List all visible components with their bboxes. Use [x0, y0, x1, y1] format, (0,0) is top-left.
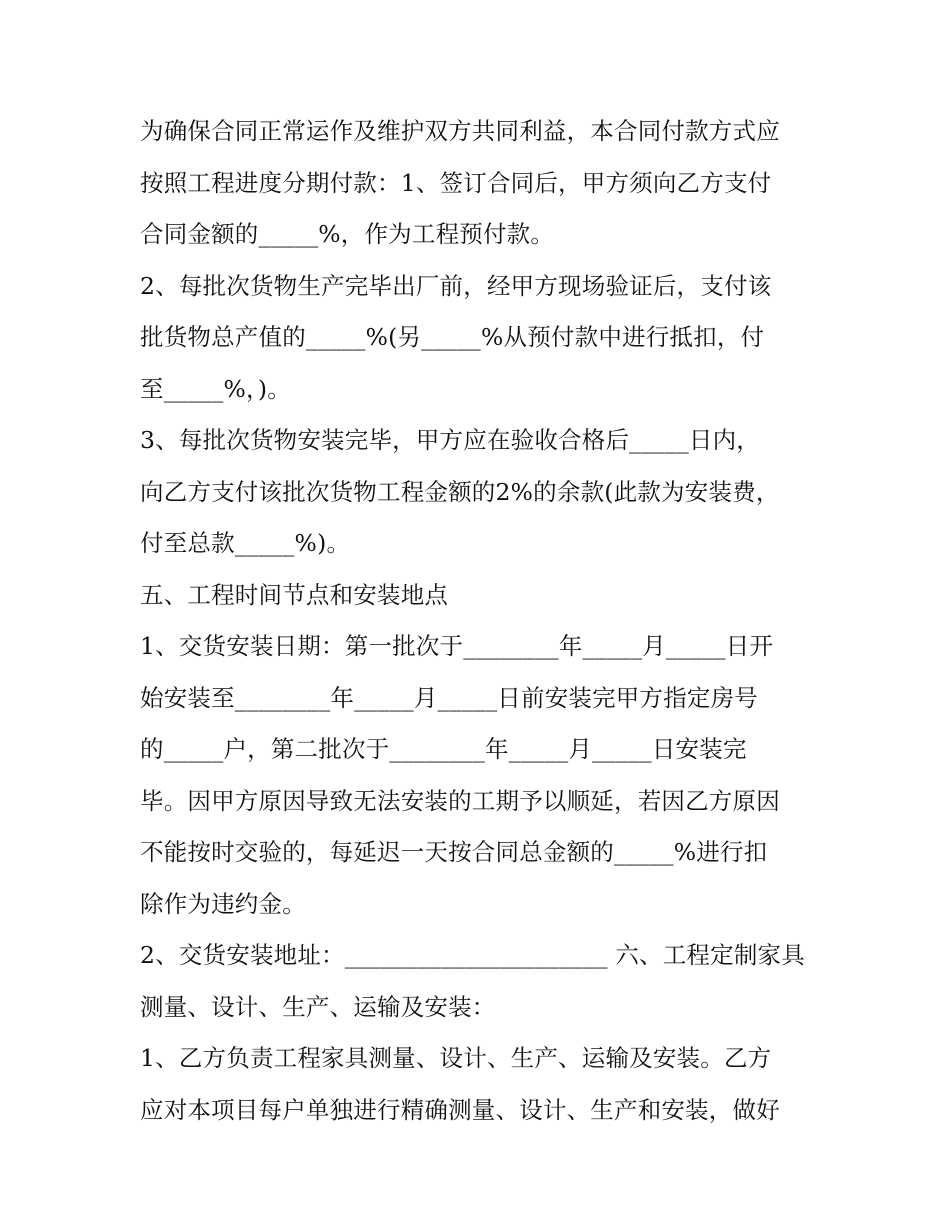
contract-text-block	[140, 106, 820, 1136]
text-line: 向乙方支付该批次货物工程金额的2%的余款(此款为安装费，	[140, 477, 780, 506]
section-heading: 五、工程时间节点和安装地点	[140, 580, 449, 609]
text-line: 至_____%，)。	[140, 374, 291, 403]
text-line: 毕。因甲方原因导致无法安装的工期予以顺延，若因乙方原因	[140, 786, 780, 815]
text-line: 的_____户，第二批次于________年_____月_____日安装完	[140, 735, 747, 763]
text-line: 合同金额的_____%，作为工程预付款。	[140, 220, 555, 248]
text-line: 1、乙方负责工程家具测量、设计、生产、运输及安装。乙方	[140, 1044, 772, 1072]
text-line: 除作为违约金。	[140, 889, 306, 918]
text-line: 为确保合同正常运作及维护双方共同利益，本合同付款方式应	[140, 117, 780, 145]
text-line: 测量、设计、生产、运输及安装：	[140, 992, 496, 1021]
text-line: 始安装至________年_____月_____日前安装完甲方指定房号	[140, 683, 758, 712]
text-line: 2、交货安装地址：______________________ 六、工程定制家具	[140, 941, 805, 969]
text-line: 不能按时交验的，每延迟一天按合同总金额的_____%进行扣	[140, 838, 768, 866]
text-line: 批货物总产值的_____%(另_____%从预付款中进行抵扣，付	[140, 323, 765, 351]
text-line: 应对本项目每户单独进行精确测量、设计、生产和安装，做好	[140, 1095, 780, 1124]
text-line: 按照工程进度分期付款：1、签订合同后，甲方须向乙方支付	[140, 168, 772, 197]
text-line: 付至总款_____%)。	[140, 529, 351, 557]
text-line: 3、每批次货物安装完毕，甲方应在验收合格后_____日内，	[140, 426, 761, 454]
text-line: 2、每批次货物生产完毕出厂前，经甲方现场验证后，支付该	[140, 271, 772, 300]
text-line: 1、交货安装日期：第一批次于________年_____月_____日开	[140, 632, 774, 660]
